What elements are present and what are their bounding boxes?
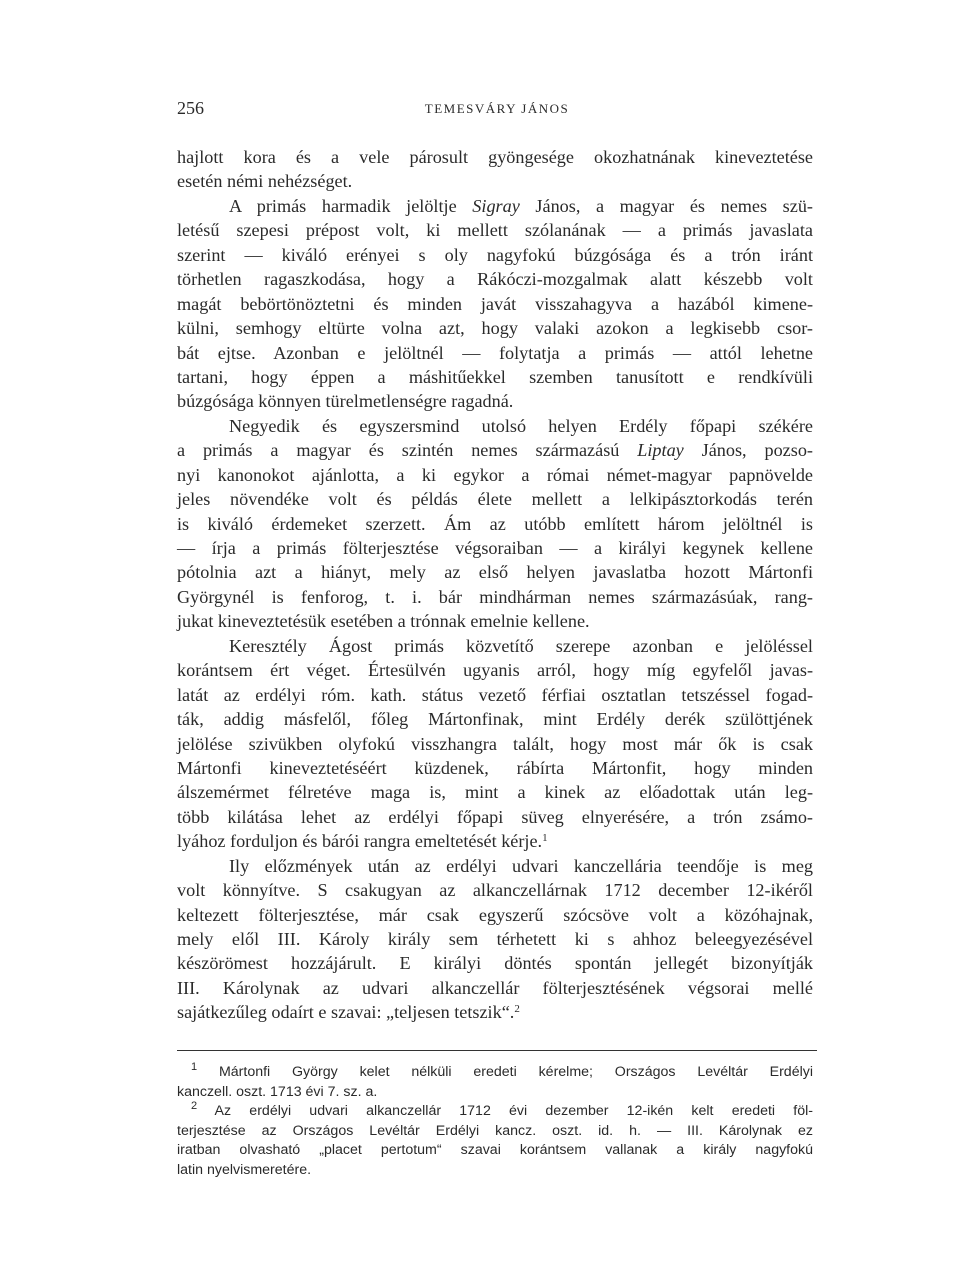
footnote-divider: [177, 1050, 817, 1051]
footnote-ref-2: 2: [514, 1003, 520, 1016]
text-line: magát bebörtönöztetni és minden javát visszahagyva a hazából kimene-: [177, 293, 813, 314]
text-line: Györgynél is fenforog, t. i. bár mindhárman nemes származásúak, rang-: [177, 586, 813, 607]
text-line: tartani, hogy éppen a máshitűekkel szemben tanusított e rendkívüli: [177, 366, 813, 387]
text-line: hajlott kora és a vele párosult gyöngesége okozhatnának kineveztetése: [177, 147, 813, 167]
footnote-text: Az erdélyi udvari alkanczellár 1712 évi dezember 12-ikén kelt eredeti föl-: [214, 1103, 813, 1120]
text-line: jelölése szivükben olyfokú visszhangra talált, hogy most már ők is csak: [177, 733, 813, 754]
text-line: III. Károlynak az udvari alkanczellár fölterjesztésének végsorai mellé: [177, 977, 813, 998]
text-line: nyi kanonokot ajánlotta, a ki egykor a római német-magyar papnövelde: [177, 464, 813, 485]
footnote-line: [177, 1102, 813, 1122]
footnote-line: latin nyelvismeretére.: [177, 1161, 312, 1178]
footnote-line: iratban olvasható „placet pertotum“ szavai korántsem vallanak a király nagyfokú: [177, 1142, 813, 1159]
text-line: [177, 1000, 813, 1024]
text-line: Negyedik és egyszersmind utolsó helyen Erdély főpapi székére: [229, 415, 813, 436]
page-number: 256: [177, 98, 204, 118]
footnote-line: [177, 1063, 813, 1083]
footnotes: [177, 1063, 813, 1181]
text-line: a primás a magyar és szintén nemes származású Liptay János, pozso-: [177, 440, 813, 461]
text-line: jeles növendéke volt és példás élete mellett a lelkipásztorkodás terén: [177, 489, 813, 510]
text-line: korántsem ért véget. Értesülvén ugyanis arról, hogy míg egyfelől javas-: [177, 660, 813, 681]
text-line: álszemérmet félretéve maga is, mint a kinek az előadottak után leg-: [177, 782, 813, 803]
text-line: letésű szepesi prépost volt, ki mellett szólanának — a primás javaslata: [177, 220, 813, 241]
footnote-text: Mártonfi György kelet nélküli eredeti kérelme; Országos Levéltár Erdélyi: [218, 1064, 813, 1080]
text-line: külni, semhogy eltürte volna azt, hogy valaki azokon a legkisebb csor-: [177, 318, 813, 339]
text-line: — írja a primás fölterjesztése végsoraiban — a királyi kegynek kellene: [177, 538, 813, 558]
text-line: jukat kineveztetésük esetében a trónnak emelnie kellene.: [177, 611, 590, 632]
text-line: is kiváló érdemeket szerzett. Ám az utóbb említett három jelöltnél is: [177, 513, 813, 534]
text-segment: lyához forduljon és bárói rangra emeltetését kérje.: [177, 831, 543, 852]
running-head: TEMESVÁRY JÁNOS: [424, 101, 570, 116]
text-line: pótolnia azt a hiányt, mely az első helyen javaslatba hozott Mártonfi: [177, 562, 813, 583]
footnote-ref-1: 1: [542, 832, 548, 845]
text-line: ták, addig másfelől, főleg Mártonfinak, mint Erdély derék szülöttjének: [177, 709, 813, 730]
italic-name-sigray: Sigray: [472, 195, 520, 216]
text-line: mely elől III. Károly király sem térhetett ki s ahhoz beleegyezésével: [177, 929, 813, 949]
text-line: Ily előzmények után az erdélyi udvari kanczellária teendője is meg: [229, 855, 813, 876]
text-line: több kilátása lehet az erdélyi főpapi süveg elnyerésére, a trón zsámo-: [177, 806, 813, 827]
body-text: [177, 145, 813, 1025]
footnote-line: terjesztése az Országos Levéltár Erdélyi kancz. oszt. id. h. — III. Károlynak ez: [177, 1122, 813, 1139]
italic-name-liptay: Liptay: [637, 440, 684, 461]
text-segment: sajátkezűleg odaírt e szavai: „teljesen tetszik“.: [177, 1002, 515, 1023]
text-line: volt könnyítve. S csakugyan az alkanczellárnak 1712 december 12-ikéről: [177, 880, 813, 901]
footnote-marker-2: 2: [191, 1100, 198, 1113]
text-line: Keresztély Ágost primás közvetítő szerepe azonban e jelöléssel: [229, 635, 813, 656]
text-line: bát ejtse. Azonban e jelöltnél — folytatja a primás — attól lehetne: [177, 342, 813, 363]
text-line: esetén némi nehézséget.: [177, 171, 353, 192]
text-line: búzgósága könnyen türelmetlenségre ragadná.: [177, 391, 514, 412]
footnote-marker-1: 1: [191, 1061, 198, 1073]
text-line: törhetlen ragaszkodása, hogy a Rákóczi-mozgalmak alatt készebb volt: [177, 269, 813, 290]
text-line: A primás harmadik jelöltje Sigray János, a magyar és nemes szü-: [229, 195, 813, 216]
text-line: latát az erdélyi róm. kath. státus vezető férfiai osztatlan tetszéssel fogad-: [177, 684, 813, 705]
footnote-line: kanczell. oszt. 1713 évi 7. sz. a.: [177, 1083, 378, 1100]
text-line: szerint — kiváló erényei s oly nagyfokú búzgósága és a trón iránt: [177, 244, 813, 265]
text-line: készörömest hozzájárult. E királyi döntés spontán jellegét bizonyítják: [177, 953, 813, 974]
page-header: [177, 98, 817, 122]
text-line: Mártonfi kineveztetéséért küzdenek, rábírta Mártonfit, hogy minden: [177, 757, 813, 778]
text-line: keltezett fölterjesztése, már csak egyszerű szócsöve volt a közóhajnak,: [177, 904, 813, 925]
text-line: [177, 829, 813, 853]
